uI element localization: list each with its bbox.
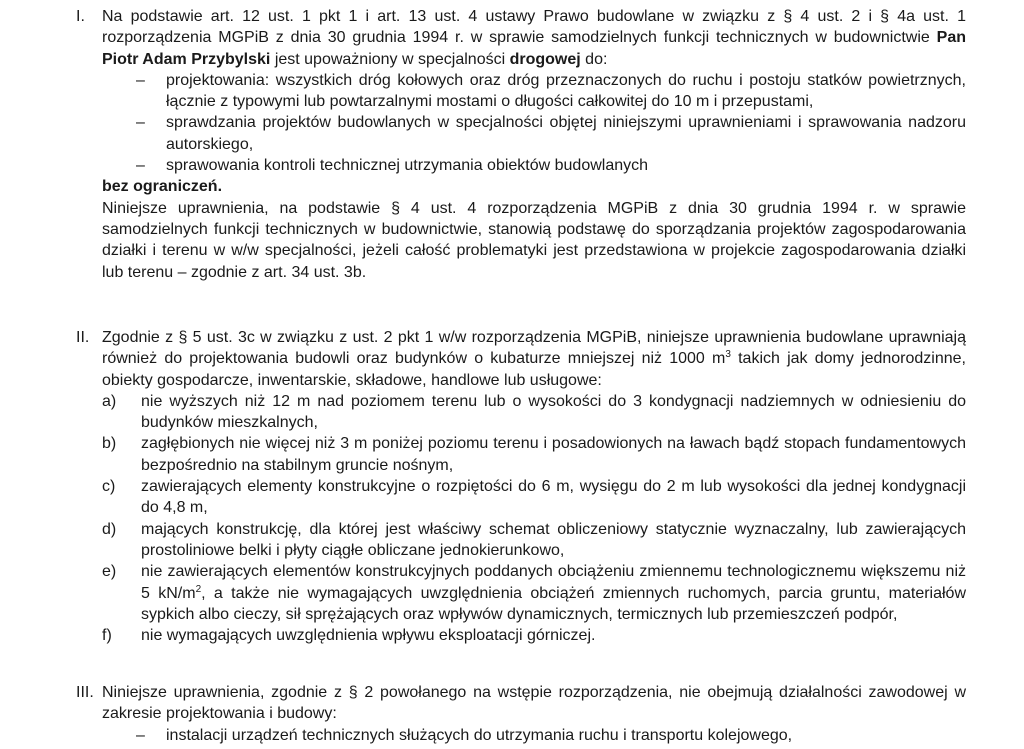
intro-text: takich jak domy jednorodzinne, obiekty gospodarcze, inwentarskie, składowe, handlowe lub usługowe: (102, 350, 967, 389)
list-item: – instalacji urządzeń technicznych służących do utrzymania ruchu i transportu kolejowego, (102, 725, 966, 746)
item-text: zagłębionych nie więcej niż 3 m poniżej poziomu terenu i posadowionych na ławach bądź stopach fundamentowych bezpośrednio na stabilnym gruncie nośnym, (141, 435, 966, 474)
list-item (102, 391, 966, 434)
list-item (102, 476, 966, 519)
item-text: , a także nie wymagających uwzględnienia obciążeń zmiennych ruchomych, parcia gruntu, materiałów sypkich albo cieczy, sił sprężających oraz wpływów dynamicznych, termicznych lub przemieszczeń podpór, (141, 584, 967, 623)
list-item (102, 625, 966, 646)
list-item (102, 519, 966, 562)
list-item: – projektowania: wszystkich dróg kołowych oraz dróg przeznaczonych do ruchu i postoju statków powietrznych, łącznie z typowymi lub powtarzalnymi mostami o długości całkowitej do 10 m i przepustami, (102, 70, 966, 113)
item-text: zawierających elementy konstrukcyjne o rozpiętości do 6 m, wysięgu do 2 m lub wysokości dla jednej kondygnacji do 4,8 m, (141, 478, 966, 517)
specialty: drogowej (509, 50, 581, 68)
no-limits-label: bez ograniczeń. (102, 178, 223, 196)
list-item: – sprawowania kontroli technicznej utrzymania obiektów budowlanych (102, 155, 966, 176)
item-letter: b) (102, 435, 117, 453)
superscript: 3 (725, 349, 731, 361)
item-letter: c) (102, 478, 116, 496)
item-text: nie zawierających elementów konstrukcyjnych poddanych obciążeniu zmiennemu technologicznemu większemu niż 5 kN/m (141, 563, 966, 602)
intro-text: jest upoważniony w specjalności (274, 50, 506, 68)
section-body (102, 682, 966, 746)
list-item (102, 433, 966, 476)
item-letter: a) (102, 392, 117, 410)
intro-text: Zgodnie z § 5 ust. 3c w związku z ust. 2 pkt 1 w/w rozporządzenia MGPiB, niniejsze uprawnienia budowlane uprawniają również do projektowania budowli oraz budynków o kubaturze mniejszej niż 1000 m (102, 329, 966, 368)
person-name: Pan Piotr Adam Przybylski (102, 29, 966, 68)
intro-text: Na podstawie art. 12 ust. 1 pkt 1 i art. 13 ust. 4 ustawy Prawo budowlane w związku z § 4 ust. 2 i § 4a ust. 1 rozporządzenia MGPiB z dnia 30 grudnia 1994 r. w sprawie samodzielnych funkcji technicznych w budownictwie (102, 8, 966, 47)
list-item (102, 561, 966, 625)
section-body (102, 6, 966, 283)
intro-text: do: (585, 50, 608, 68)
section-note: Niniejsze uprawnienia, na podstawie § 4 ust. 4 rozporządzenia MGPiB z dnia 30 grudnia 1994 r. w sprawie samodzielnych funkcji technicznych w budownictwie, stanowią podstawę do sporządzania projektów zagospodarowania działki i terenu w w/w specjalności, jeżeli całość problematyki jest przedstawiona w projekcie zagospodarowania działki lub terenu – zgodnie z art. 34 ust. 3b. (102, 199, 966, 281)
section-intro: Niniejsze uprawnienia, zgodnie z § 2 powołanego na wstępie rozporządzenia, nie obejmują działalności zawodowej w zakresie projektowania i budowy: (102, 684, 966, 723)
item-text: nie wymagających uwzględnienia wpływu eksploatacji górniczej. (141, 627, 596, 645)
list-item: – sprawdzania projektów budowlanych w specjalności objętej niniejszymi uprawnieniami i sprawowania nadzoru autorskiego, (102, 112, 966, 155)
section-body (102, 327, 966, 646)
section-number: II. (76, 329, 90, 346)
item-letter: e) (102, 563, 117, 581)
section-intro (102, 327, 966, 391)
superscript: 2 (195, 583, 202, 595)
item-text: mających konstrukcję, dla której jest właściwy schemat obliczeniowy statycznie wyznaczalny, lub zawierających prostoliniowe belki i płyty ciągłe obliczane jednokierunkowo, (141, 520, 966, 559)
section-intro (102, 6, 966, 70)
item-letter: f) (102, 627, 112, 645)
section-number: I. (76, 8, 85, 25)
item-letter: d) (102, 520, 117, 538)
section-number: III. (76, 684, 94, 701)
item-text: nie wyższych niż 12 m nad poziomem terenu lub o wysokości do 3 kondygnacji nadziemnych w odniesieniu do budynków mieszkalnych, (141, 392, 966, 432)
